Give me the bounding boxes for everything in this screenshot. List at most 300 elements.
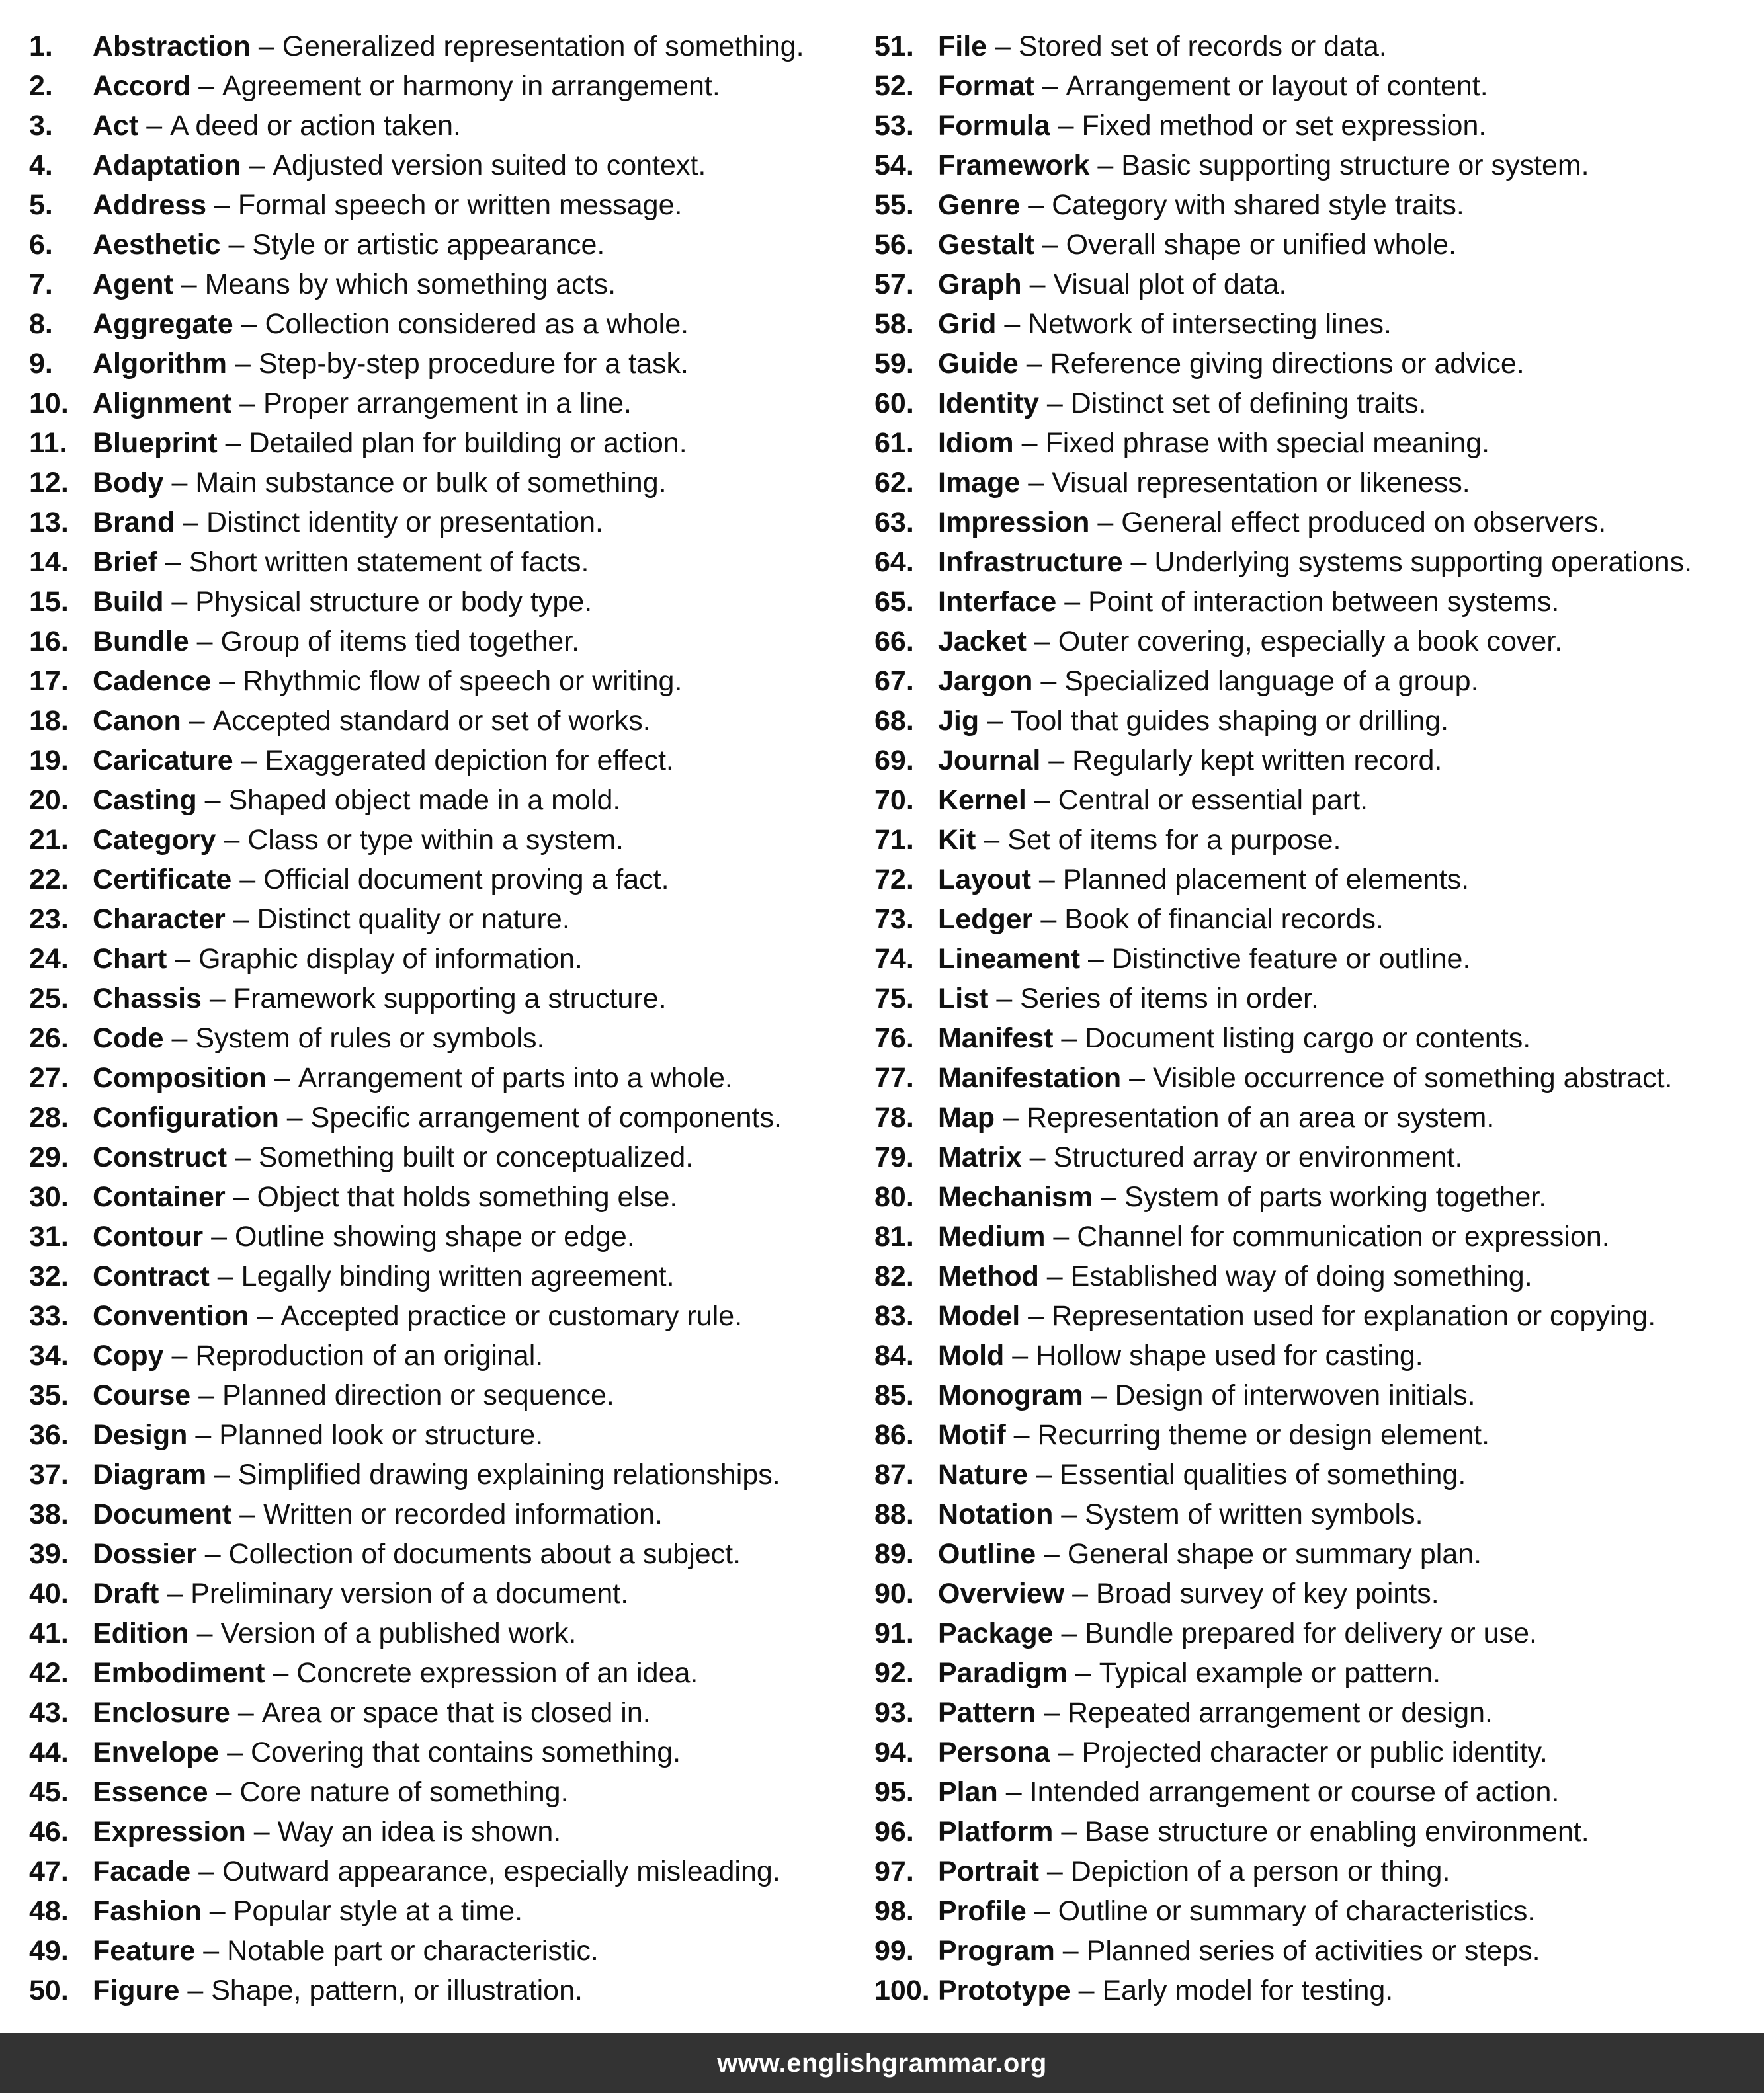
item-number: 99. xyxy=(874,1935,914,1967)
item-term: Map xyxy=(938,1102,995,1133)
item-term: Adaptation xyxy=(93,149,241,181)
item-separator: – xyxy=(265,1657,297,1689)
list-item xyxy=(874,1375,1754,1415)
item-definition: Proper arrangement in a line. xyxy=(263,388,632,419)
item-term: Manifest xyxy=(938,1022,1054,1054)
item-definition: Object that holds something else. xyxy=(257,1181,678,1213)
item-separator: – xyxy=(1056,586,1089,618)
item-definition: Fixed phrase with special meaning. xyxy=(1045,427,1490,459)
item-separator: – xyxy=(1020,1300,1052,1332)
list-item xyxy=(29,1375,869,1415)
item-number: 16. xyxy=(29,626,69,657)
item-number: 44. xyxy=(29,1737,69,1768)
item-term: Mechanism xyxy=(938,1181,1093,1213)
item-term: Aggregate xyxy=(93,308,233,340)
item-term: Interface xyxy=(938,586,1057,618)
list-item xyxy=(874,1296,1754,1336)
list-item xyxy=(874,225,1754,265)
list-item xyxy=(29,701,869,741)
item-separator: – xyxy=(167,943,199,975)
item-number: 51. xyxy=(874,30,914,62)
item-number: 68. xyxy=(874,705,914,737)
item-definition: Arrangement of parts into a whole. xyxy=(298,1062,733,1094)
item-term: Algorithm xyxy=(93,348,228,380)
list-item xyxy=(874,1693,1754,1733)
item-number: 27. xyxy=(29,1062,69,1094)
item-definition: Step-by-step procedure for a task. xyxy=(258,348,689,380)
item-number: 21. xyxy=(29,824,69,856)
item-number: 34. xyxy=(29,1340,69,1372)
item-term: Composition xyxy=(93,1062,267,1094)
item-separator: – xyxy=(206,189,238,221)
item-separator: – xyxy=(1053,1498,1085,1530)
item-term: Feature xyxy=(93,1935,196,1967)
list-item xyxy=(874,622,1754,661)
item-separator: – xyxy=(1038,388,1071,419)
item-number: 3. xyxy=(29,110,53,142)
item-term: Agent xyxy=(93,268,173,300)
item-number: 67. xyxy=(874,665,914,697)
item-separator: – xyxy=(206,1459,238,1491)
item-definition: Structured array or environment. xyxy=(1053,1141,1463,1173)
item-number: 17. xyxy=(29,665,69,697)
list-item xyxy=(874,463,1754,503)
item-separator: – xyxy=(241,149,273,181)
item-definition: Arrangement or layout of content. xyxy=(1066,70,1488,102)
item-term: Blueprint xyxy=(93,427,218,459)
item-term: Diagram xyxy=(93,1459,207,1491)
item-definition: Broad survey of key points. xyxy=(1096,1578,1439,1610)
list-item xyxy=(874,1137,1754,1177)
item-term: Brand xyxy=(93,507,175,538)
item-definition: Main substance or bulk of something. xyxy=(195,467,667,499)
item-separator: – xyxy=(175,507,207,538)
item-separator: – xyxy=(1013,427,1046,459)
item-definition: Regularly kept written record. xyxy=(1072,745,1443,776)
item-term: Casting xyxy=(93,784,197,816)
item-separator: – xyxy=(1032,665,1065,697)
item-number: 31. xyxy=(29,1221,69,1252)
list-item xyxy=(29,344,869,384)
item-separator: – xyxy=(227,348,259,380)
item-separator: – xyxy=(988,983,1021,1014)
item-definition: Repeated arrangement or design. xyxy=(1067,1697,1493,1729)
item-term: Embodiment xyxy=(93,1657,265,1689)
item-number: 70. xyxy=(874,784,914,816)
item-number: 20. xyxy=(29,784,69,816)
item-number: 23. xyxy=(29,903,69,935)
item-separator: – xyxy=(1054,1935,1087,1967)
item-term: Cadence xyxy=(93,665,212,697)
item-term: Idiom xyxy=(938,427,1014,459)
item-term: Program xyxy=(938,1935,1055,1967)
item-number: 7. xyxy=(29,268,53,300)
item-term: Brief xyxy=(93,546,157,578)
item-definition: Specific arrangement of components. xyxy=(310,1102,782,1133)
list-item xyxy=(874,1812,1754,1852)
item-separator: – xyxy=(1038,1856,1071,1887)
item-number: 47. xyxy=(29,1856,69,1887)
item-definition: Early model for testing. xyxy=(1102,1975,1394,2006)
item-term: Code xyxy=(93,1022,164,1054)
item-definition: Planned direction or sequence. xyxy=(222,1379,614,1411)
item-number: 35. xyxy=(29,1379,69,1411)
item-separator: – xyxy=(987,30,1019,62)
item-separator: – xyxy=(1026,1895,1058,1927)
item-separator: – xyxy=(1050,1737,1082,1768)
item-term: Layout xyxy=(938,864,1031,895)
item-separator: – xyxy=(208,1776,240,1808)
item-term: Persona xyxy=(938,1737,1050,1768)
item-number: 92. xyxy=(874,1657,914,1689)
list-item xyxy=(874,304,1754,344)
item-definition: Distinct identity or presentation. xyxy=(206,507,603,538)
item-number: 91. xyxy=(874,1618,914,1649)
item-definition: Means by which something acts. xyxy=(204,268,616,300)
item-term: List xyxy=(938,983,989,1014)
item-definition: Central or essential part. xyxy=(1058,784,1368,816)
list-item xyxy=(29,1296,869,1336)
item-definition: Notable part or characteristic. xyxy=(227,1935,599,1967)
list-item xyxy=(29,1772,869,1812)
item-term: Category xyxy=(93,824,216,856)
item-number: 57. xyxy=(874,268,914,300)
item-term: Identity xyxy=(938,388,1039,419)
item-definition: Outline or summary of characteristics. xyxy=(1058,1895,1536,1927)
item-separator: – xyxy=(997,1776,1030,1808)
item-definition: Accepted practice or customary rule. xyxy=(280,1300,743,1332)
item-separator: – xyxy=(1034,70,1066,102)
item-term: Pattern xyxy=(938,1697,1036,1729)
item-separator: – xyxy=(1089,507,1122,538)
item-definition: Fixed method or set expression. xyxy=(1081,110,1487,142)
item-term: Draft xyxy=(93,1578,159,1610)
item-term: Build xyxy=(93,586,164,618)
list-item xyxy=(29,1693,869,1733)
item-definition: Detailed plan for building or action. xyxy=(249,427,687,459)
item-definition: Simplified drawing explaining relationships. xyxy=(237,1459,780,1491)
item-definition: Planned look or structure. xyxy=(219,1419,544,1451)
item-definition: Something built or conceptualized. xyxy=(258,1141,694,1173)
item-definition: Depiction of a person or thing. xyxy=(1070,1856,1450,1887)
item-number: 41. xyxy=(29,1618,69,1649)
list-item xyxy=(29,661,869,701)
item-number: 30. xyxy=(29,1181,69,1213)
item-separator: – xyxy=(211,665,243,697)
item-separator: – xyxy=(217,427,249,459)
item-definition: Underlying systems supporting operations. xyxy=(1154,546,1693,578)
item-separator: – xyxy=(190,1856,223,1887)
item-number: 100. xyxy=(874,1975,930,2006)
list-item xyxy=(874,741,1754,780)
item-term: Infrastructure xyxy=(938,546,1123,578)
list-item xyxy=(29,860,869,899)
item-definition: Area or space that is closed in. xyxy=(261,1697,651,1729)
item-number: 15. xyxy=(29,586,69,618)
list-item xyxy=(29,1495,869,1534)
list-item xyxy=(29,1018,869,1058)
item-number: 65. xyxy=(874,586,914,618)
item-term: Kit xyxy=(938,824,976,856)
item-term: Course xyxy=(93,1379,191,1411)
item-definition: Covering that contains something. xyxy=(250,1737,681,1768)
list-item xyxy=(874,1574,1754,1614)
item-term: Chart xyxy=(93,943,167,975)
list-item xyxy=(874,1772,1754,1812)
item-definition: System of parts working together. xyxy=(1124,1181,1547,1213)
item-term: Facade xyxy=(93,1856,191,1887)
item-separator: – xyxy=(245,1816,278,1848)
item-number: 62. xyxy=(874,467,914,499)
item-term: Jacket xyxy=(938,626,1027,657)
item-term: Format xyxy=(938,70,1034,102)
item-separator: – xyxy=(233,308,265,340)
item-definition: Bundle prepared for delivery or use. xyxy=(1085,1618,1537,1649)
item-definition: Core nature of something. xyxy=(239,1776,569,1808)
list-item xyxy=(874,701,1754,741)
item-definition: Reproduction of an original. xyxy=(195,1340,544,1372)
item-definition: Distinctive feature or outline. xyxy=(1111,943,1471,975)
list-item xyxy=(29,1971,869,2010)
item-term: Certificate xyxy=(93,864,232,895)
item-definition: Graphic display of information. xyxy=(198,943,583,975)
item-number: 12. xyxy=(29,467,69,499)
item-number: 63. xyxy=(874,507,914,538)
item-number: 14. xyxy=(29,546,69,578)
list-item xyxy=(874,582,1754,622)
list-item xyxy=(29,542,869,582)
item-number: 2. xyxy=(29,70,53,102)
item-number: 79. xyxy=(874,1141,914,1173)
list-item xyxy=(874,26,1754,66)
item-term: Abstraction xyxy=(93,30,251,62)
item-definition: Accepted standard or set of works. xyxy=(212,705,651,737)
list-item xyxy=(874,1058,1754,1098)
item-number: 61. xyxy=(874,427,914,459)
list-item xyxy=(874,1336,1754,1375)
item-separator: – xyxy=(996,308,1029,340)
list-item xyxy=(874,1931,1754,1971)
item-number: 40. xyxy=(29,1578,69,1610)
item-separator: – xyxy=(209,1260,241,1292)
item-separator: – xyxy=(1021,1141,1054,1173)
item-term: Character xyxy=(93,903,226,935)
item-term: Portrait xyxy=(938,1856,1039,1887)
item-term: Kernel xyxy=(938,784,1027,816)
list-item xyxy=(29,741,869,780)
item-separator: – xyxy=(225,903,257,935)
item-term: Body xyxy=(93,467,164,499)
item-term: Jargon xyxy=(938,665,1033,697)
item-number: 81. xyxy=(874,1221,914,1252)
list-item xyxy=(874,344,1754,384)
list-item xyxy=(29,1931,869,1971)
list-item xyxy=(29,1058,869,1098)
list-item xyxy=(874,820,1754,860)
list-item xyxy=(29,304,869,344)
item-number: 59. xyxy=(874,348,914,380)
item-separator: – xyxy=(1121,1062,1153,1094)
list-item xyxy=(29,185,869,225)
right-column xyxy=(874,26,1754,2010)
list-item xyxy=(874,1177,1754,1217)
item-term: Figure xyxy=(93,1975,180,2006)
item-term: Design xyxy=(93,1419,188,1451)
item-definition: Group of items tied together. xyxy=(220,626,580,657)
item-number: 48. xyxy=(29,1895,69,1927)
item-separator: – xyxy=(231,864,264,895)
list-item xyxy=(29,1098,869,1137)
item-number: 64. xyxy=(874,546,914,578)
list-item xyxy=(874,1018,1754,1058)
item-separator: – xyxy=(179,1975,212,2006)
item-term: Alignment xyxy=(93,388,232,419)
item-separator: – xyxy=(1067,1657,1099,1689)
item-number: 18. xyxy=(29,705,69,737)
item-number: 85. xyxy=(874,1379,914,1411)
list-item xyxy=(29,1137,869,1177)
item-separator: – xyxy=(1020,189,1052,221)
item-separator: – xyxy=(159,1578,191,1610)
item-separator: – xyxy=(195,1935,228,1967)
list-item xyxy=(874,1495,1754,1534)
item-definition: Series of items in order. xyxy=(1020,983,1319,1014)
item-definition: Planned series of activities or steps. xyxy=(1086,1935,1540,1967)
item-definition: Representation of an area or system. xyxy=(1026,1102,1495,1133)
list-item xyxy=(29,1534,869,1574)
item-separator: – xyxy=(173,268,205,300)
item-term: Notation xyxy=(938,1498,1054,1530)
item-definition: General effect produced on observers. xyxy=(1121,507,1607,538)
item-separator: – xyxy=(249,1300,281,1332)
list-item xyxy=(29,423,869,463)
item-term: Nature xyxy=(938,1459,1029,1491)
list-item xyxy=(29,1812,869,1852)
item-definition: Distinct quality or nature. xyxy=(257,903,570,935)
item-term: Paradigm xyxy=(938,1657,1068,1689)
item-separator: – xyxy=(1050,110,1082,142)
item-definition: Exaggerated depiction for effect. xyxy=(265,745,674,776)
item-number: 49. xyxy=(29,1935,69,1967)
item-definition: Visible occurrence of something abstract. xyxy=(1152,1062,1673,1094)
item-term: Formula xyxy=(938,110,1050,142)
list-item xyxy=(29,1415,869,1455)
list-item xyxy=(29,1653,869,1693)
item-term: Copy xyxy=(93,1340,164,1372)
list-item xyxy=(29,939,869,979)
list-item xyxy=(29,622,869,661)
item-term: Configuration xyxy=(93,1102,279,1133)
item-term: Jig xyxy=(938,705,980,737)
list-item xyxy=(874,1733,1754,1772)
item-number: 11. xyxy=(29,427,67,459)
item-number: 6. xyxy=(29,229,53,261)
item-separator: – xyxy=(190,70,222,102)
list-item xyxy=(874,423,1754,463)
list-item xyxy=(29,899,869,939)
item-number: 97. xyxy=(874,1856,914,1887)
item-term: Envelope xyxy=(93,1737,220,1768)
item-separator: – xyxy=(1053,1816,1085,1848)
list-item xyxy=(874,1415,1754,1455)
list-item xyxy=(29,582,869,622)
item-separator: – xyxy=(196,784,229,816)
footer-website-link[interactable]: www.englishgrammar.org xyxy=(717,2048,1047,2078)
list-item xyxy=(29,225,869,265)
list-item xyxy=(874,145,1754,185)
item-definition: Representation used for explanation or copying. xyxy=(1052,1300,1656,1332)
item-term: Motif xyxy=(938,1419,1006,1451)
item-number: 55. xyxy=(874,189,914,221)
item-separator: – xyxy=(190,1379,222,1411)
item-separator: – xyxy=(220,229,253,261)
item-number: 56. xyxy=(874,229,914,261)
item-definition: Version of a published work. xyxy=(220,1618,577,1649)
list-item xyxy=(874,1217,1754,1256)
item-term: Edition xyxy=(93,1618,189,1649)
list-item xyxy=(29,1256,869,1296)
item-definition: A deed or action taken. xyxy=(170,110,461,142)
list-item xyxy=(874,66,1754,106)
item-term: Image xyxy=(938,467,1021,499)
item-definition: System of rules or symbols. xyxy=(195,1022,545,1054)
item-term: Expression xyxy=(93,1816,246,1848)
item-definition: Generalized representation of something. xyxy=(282,30,804,62)
item-term: Address xyxy=(93,189,207,221)
item-term: Contour xyxy=(93,1221,204,1252)
list-item xyxy=(29,503,869,542)
item-term: Canon xyxy=(93,705,181,737)
item-definition: Class or type within a system. xyxy=(247,824,624,856)
list-item xyxy=(29,1891,869,1931)
item-separator: – xyxy=(1070,1975,1103,2006)
item-number: 28. xyxy=(29,1102,69,1133)
item-number: 69. xyxy=(874,745,914,776)
item-number: 36. xyxy=(29,1419,69,1451)
item-number: 46. xyxy=(29,1816,69,1848)
item-separator: – xyxy=(1030,864,1063,895)
item-definition: Agreement or harmony in arrangement. xyxy=(222,70,720,102)
item-definition: Overall shape or unified whole. xyxy=(1066,229,1456,261)
item-separator: – xyxy=(163,586,196,618)
item-number: 98. xyxy=(874,1895,914,1927)
item-number: 66. xyxy=(874,626,914,657)
list-item xyxy=(29,1574,869,1614)
item-separator: – xyxy=(1034,229,1066,261)
item-definition: Point of interaction between systems. xyxy=(1088,586,1560,618)
list-item xyxy=(29,1455,869,1495)
item-separator: – xyxy=(189,1618,221,1649)
item-term: Impression xyxy=(938,507,1090,538)
list-item xyxy=(29,384,869,423)
item-number: 1. xyxy=(29,30,53,62)
item-number: 75. xyxy=(874,983,914,1014)
item-term: Genre xyxy=(938,189,1021,221)
item-number: 74. xyxy=(874,943,914,975)
item-definition: Visual representation or likeness. xyxy=(1052,467,1470,499)
item-term: Graph xyxy=(938,268,1022,300)
item-term: Medium xyxy=(938,1221,1046,1252)
item-definition: Shape, pattern, or illustration. xyxy=(211,1975,583,2006)
item-number: 9. xyxy=(29,348,53,380)
list-item xyxy=(874,1256,1754,1296)
item-definition: Adjusted version suited to context. xyxy=(273,149,706,181)
item-definition: Physical structure or body type. xyxy=(195,586,593,618)
item-separator: – xyxy=(225,1181,257,1213)
item-separator: – xyxy=(216,824,248,856)
item-separator: – xyxy=(1038,1260,1071,1292)
item-definition: Official document proving a fact. xyxy=(263,864,669,895)
